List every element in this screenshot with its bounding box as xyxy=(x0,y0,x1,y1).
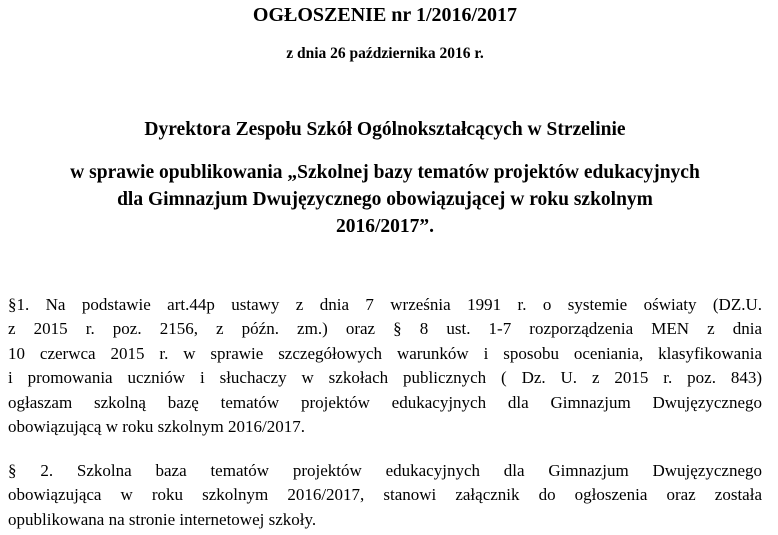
paragraph-line: § 2. Szkolna baza tematów projektów edukacyjnych dla Gimnazjum Dwujęzycznego xyxy=(8,461,762,480)
paragraph-line: opublikowana na stronie internetowej szkoły. xyxy=(8,509,317,529)
issuer-line: Dyrektora Zespołu Szkół Ogólnokształcących w Strzelinie xyxy=(144,119,626,140)
paragraph-line: 10 czerwca 2015 r. w sprawie szczegółowych warunków i sposobu oceniania, klasyfikowania xyxy=(8,343,762,363)
document-date: z dnia 26 października 2016 r. xyxy=(286,45,484,62)
subject-line: dla Gimnazjum Dwujęzycznego obowiązującej w roku szkolnym xyxy=(117,189,653,210)
paragraph-line: z 2015 r. poz. 2156, z późn. zm.) oraz § 8 ust. 1-7 rozporządzenia MEN z dnia xyxy=(8,319,762,339)
subject-block xyxy=(0,159,770,240)
paragraph-line: obowiązującą w roku szkolnym 2016/2017. xyxy=(8,417,305,437)
paragraph-1 xyxy=(8,293,762,439)
document-title: OGŁOSZENIE nr 1/2016/2017 xyxy=(252,4,518,26)
subject-line: 2016/2017”. xyxy=(335,216,435,237)
paragraph-line: i promowania uczniów i słuchaczy w szkołach publicznych ( Dz. U. z 2015 r. poz. 843) xyxy=(8,368,762,388)
paragraph-line: §1. Na podstawie art.44p ustawy z dnia 7 września 1991 r. o systemie oświaty (DZ.U. xyxy=(8,295,762,314)
paragraph-line: ogłaszam szkolną bazę tematów projektów edukacyjnych dla Gimnazjum Dwujęzycznego xyxy=(8,392,762,412)
subject-line: w sprawie opublikowania „Szkolnej bazy tematów projektów edukacyjnych xyxy=(70,162,700,183)
paragraph-line: obowiązująca w roku szkolnym 2016/2017, stanowi załącznik do ogłoszenia oraz została xyxy=(8,485,762,505)
paragraph-2 xyxy=(8,459,762,532)
